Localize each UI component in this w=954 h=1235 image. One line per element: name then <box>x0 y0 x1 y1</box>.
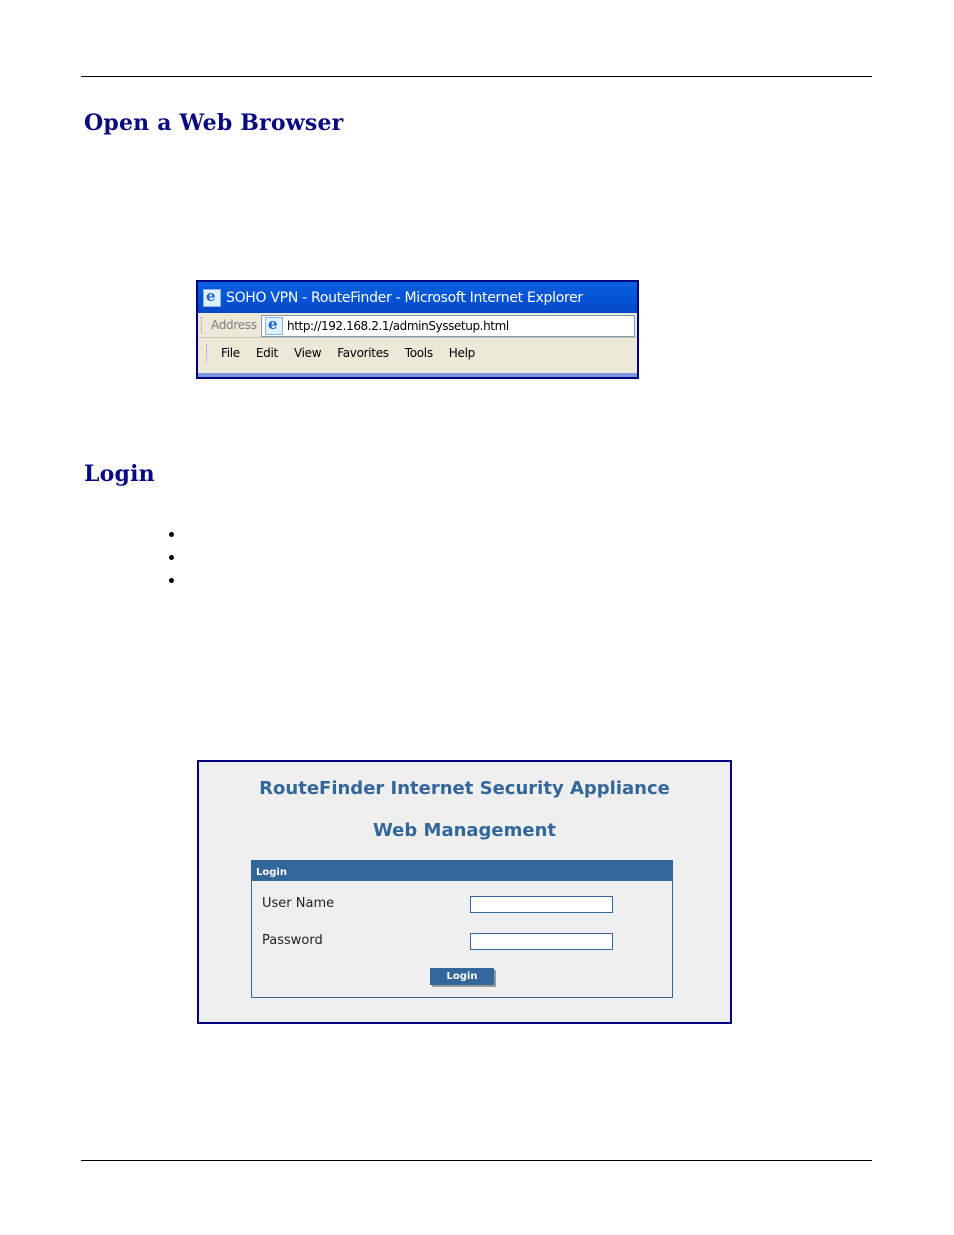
footer-rule <box>81 1160 872 1161</box>
menu-item-favorites[interactable]: Favorites <box>337 346 389 360</box>
appliance-title: RouteFinder Internet Security Appliance <box>259 778 670 799</box>
browser-window-screenshot <box>196 280 639 379</box>
browser-menu-bar <box>198 338 637 368</box>
menu-item-view[interactable]: View <box>293 346 322 360</box>
heading-open-web-browser: Open a Web Browser <box>84 110 344 136</box>
page-icon <box>265 317 283 335</box>
browser-address-bar <box>198 313 637 338</box>
toolbar-grip <box>201 317 204 333</box>
bullet-item <box>166 549 176 572</box>
login-button[interactable]: Login <box>430 968 494 985</box>
menu-item-tools[interactable]: Tools <box>404 346 433 360</box>
user-name-input[interactable] <box>470 896 613 913</box>
menu-item-edit[interactable]: Edit <box>255 346 278 360</box>
address-label: Address <box>211 318 257 332</box>
login-form-header: Login <box>252 861 672 881</box>
browser-content-edge <box>198 373 637 377</box>
menu-item-file[interactable]: File <box>221 346 240 360</box>
menu-grip <box>206 344 209 362</box>
internet-explorer-icon <box>203 289 221 307</box>
login-page-screenshot <box>197 760 732 1024</box>
bullet-list <box>166 526 176 595</box>
header-rule <box>81 76 872 77</box>
bullet-item <box>166 526 176 549</box>
password-label: Password <box>262 933 323 948</box>
address-url: http://192.168.2.1/adminSyssetup.html <box>287 319 509 333</box>
password-input[interactable] <box>470 933 613 950</box>
web-management-subtitle: Web Management <box>372 820 557 841</box>
user-name-label: User Name <box>262 896 335 911</box>
browser-titlebar <box>198 282 637 313</box>
address-input[interactable] <box>261 315 635 337</box>
bullet-item <box>166 572 176 595</box>
heading-login: Login <box>84 461 155 487</box>
menu-item-help[interactable]: Help <box>448 346 475 360</box>
login-form <box>251 860 673 998</box>
browser-window-title: SOHO VPN - RouteFinder - Microsoft Internet Explorer <box>226 289 583 306</box>
